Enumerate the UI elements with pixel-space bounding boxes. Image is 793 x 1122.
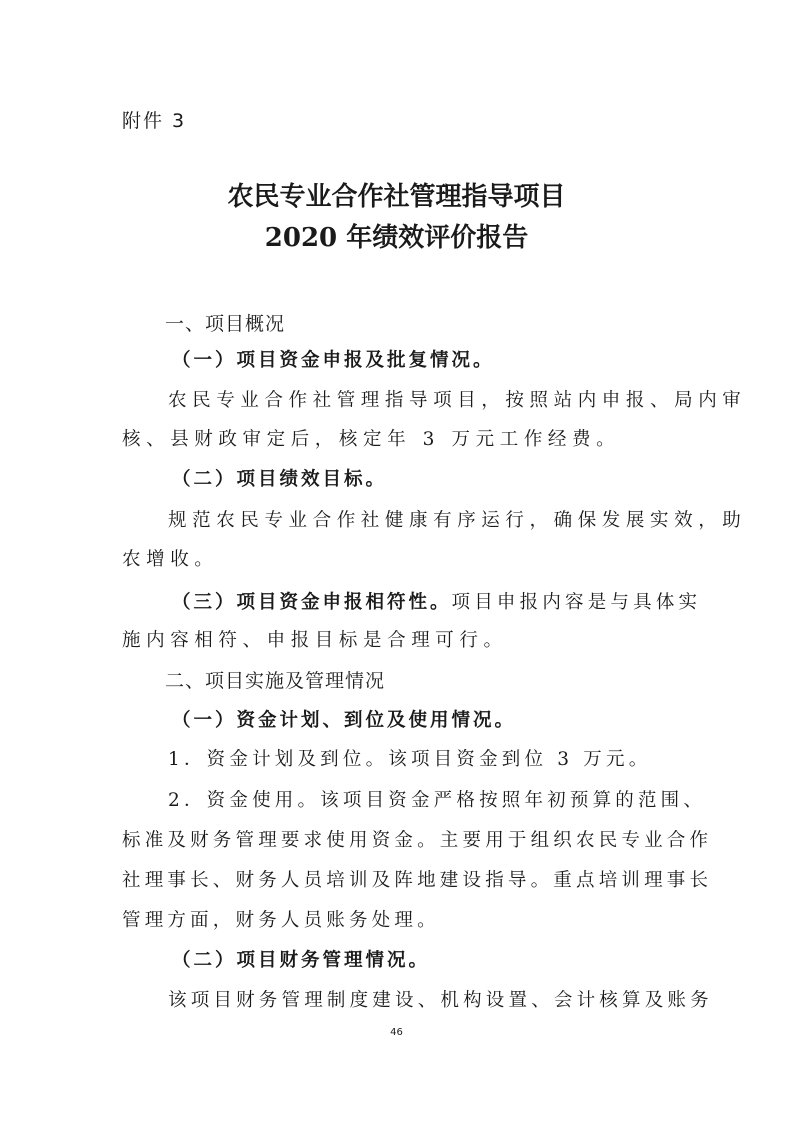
paragraph-line: 标准及财务管理要求使用资金。主要用于组织农民专业合作 <box>122 830 713 851</box>
section-2-2-heading: （二）项目财务管理情况。 <box>172 950 431 971</box>
paragraph-text: 项目申报内容是与具体实 <box>451 592 702 613</box>
list-item: 1．资金计划及到位。该项目资金到位 3 万元。 <box>168 749 652 770</box>
paragraph-line: 施内容相符、申报目标是合理可行。 <box>122 630 508 651</box>
section-1-2-heading: （二）项目绩效目标。 <box>172 469 388 490</box>
paragraph-line: 农民专业合作社管理指导项目，按照站内申报、局内审 <box>168 390 747 411</box>
list-item: 2．资金使用。该项目资金严格按照年初预算的范围、 <box>168 790 707 811</box>
section-1-3-paragraph <box>172 594 732 613</box>
paragraph-line: 社理事长、财务人员培训及阵地建设指导。重点培训理事长 <box>122 870 713 891</box>
paragraph-line: 农增收。 <box>122 549 219 570</box>
document-title-line-2: 2020 年绩效评价报告 <box>264 223 529 253</box>
page-number: 46 <box>390 1027 403 1038</box>
document-title-line-1: 农民专业合作社管理指导项目 <box>227 182 566 212</box>
paragraph-line: 核、县财政审定后，核定年 3 万元工作经费。 <box>122 429 621 450</box>
section-1-3-heading: （三）项目资金申报相符性。 <box>172 592 452 613</box>
paragraph-line: 规范农民专业合作社健康有序运行，确保发展实效，助 <box>168 510 747 531</box>
section-2-1-heading: （一）资金计划、到位及使用情况。 <box>172 710 517 731</box>
section-1-heading: 一、项目概况 <box>165 313 286 335</box>
section-2-heading: 二、项目实施及管理情况 <box>165 670 386 692</box>
paragraph-line: 该项目财务管理制度建设、机构设置、会计核算及账务 <box>168 990 713 1011</box>
attachment-label: 附件 3 <box>122 110 187 132</box>
section-1-1-heading: （一）项目资金申报及批复情况。 <box>172 350 495 371</box>
paragraph-line: 管理方面，财务人员账务处理。 <box>122 910 440 931</box>
